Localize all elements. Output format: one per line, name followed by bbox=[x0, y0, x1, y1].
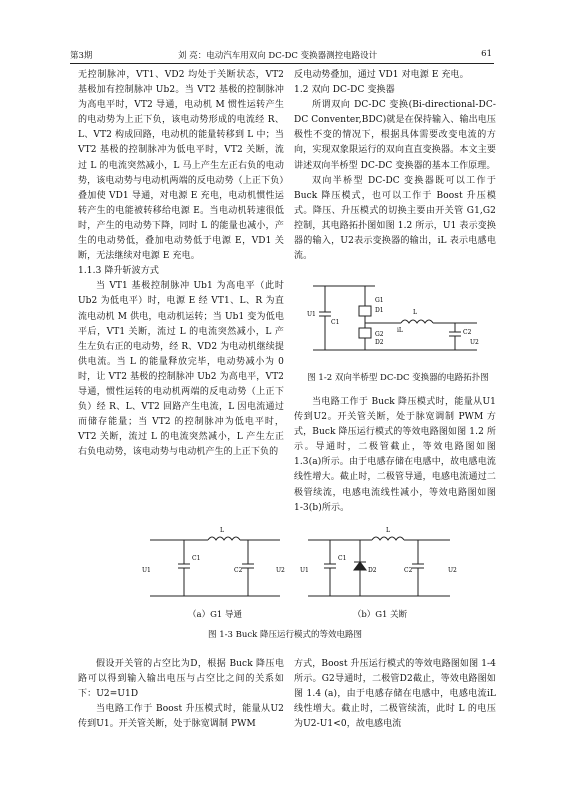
paragraph: 反电动势叠加，通过 VD1 对电源 E 充电。 bbox=[294, 70, 469, 80]
paragraph: 当电路工作于 Buck 降压模式时，能量从U1传到U2。开关管关断，处于脉宽调制 PWM 方式，Buck 降压运行模式的等效电路图如图 1.2 所示。导通时，二极管截止，等效电路图如图 1.3(a)所示。由于电感存储在电感中，故电感电流线性增大。截止时，二极管导通，电感电流通过二极管续流，电感电流线性减小，等效电路图如图 1-3(b)所示。 bbox=[294, 397, 496, 513]
section-heading-1-2: 1.2 双向 DC-DC 变换器 bbox=[294, 85, 395, 96]
figure-1-3a-subcaption: （a）G1 导通 bbox=[188, 610, 242, 620]
figure-1-2-circuit bbox=[305, 278, 485, 358]
right-column bbox=[294, 68, 496, 264]
paragraph: 当 VT1 基极控制脉冲 Ub1 为高电平（此时 Ub2 为低电平）时，电源 E 经 VT1、L、R 为直流电动机 M 供电，电动机运转；当 Ub1 变为低电平后，VT1 关断，流过 L 的电流突然减小，L 产生左负右正的电动势，经 R、VD2 为电动机继续提供电流。当 L 的能量释放完毕，电动势减小为 0 时，让 VT2 基极的控制脉冲 Ub2 为高电平，VT2 导通，惯性运转的电动机两端的反电动势（上正下负）经 R、L、VT2 回路产生电流，L 因电流通过而储存能量；当 VT2 的控制脉冲为低电平时，VT2 关断，流过 L 的电流突然减小，L 产生左正右负电动势，该电动势与电动机产生的上正下负的 bbox=[78, 281, 284, 458]
label-u2: U2 bbox=[470, 339, 479, 346]
label-c1: C1 bbox=[192, 555, 201, 562]
label-d1: D1 bbox=[375, 307, 384, 314]
paragraph: 无控制脉冲，VT1、VD2 均处于关断状态，VT2 基极加有控制脉冲 Ub2。当 VT2 基极的控制脉冲为高电平时，VT2 导通，电动机 M 惯性运转产生的电动势为上正下负，该电动势形成的电流经 R、L、VT2 构成回路，电动机的能量转移到 L 中；当 VT2 基极的控制脉冲为低电平时，VT2 关断，流过 L 的电流突然减小，L 马上产生左正右负的电动势，该电动势与电动机两端的反电动势（上正下负）叠加使 VD1 导通，对电源 E 充电，电动机惯性运转产生的电能被转移给电源 E。当电动机转速很低时，产生的电动势下降，同时 L 的能量也减小，产生的电动势低，叠加电动势低于电源 E，VD1 关断，无法继续对电源 E 充电。 bbox=[78, 70, 284, 262]
paragraph: 方式，Boost 升压运行模式的等效电路图如图 1-4 所示。G2导通时，二极管D2截止，等效电路图如图 1.4 (a)，由于电感存储在电感中，电感电流iL线性增大。截止时，二极管续流，此时 L 的电压为U2-U1<0，故电感电流 bbox=[294, 659, 496, 730]
page-header bbox=[70, 47, 494, 64]
label-c1: C1 bbox=[331, 319, 340, 326]
label-c2: C2 bbox=[463, 329, 472, 336]
issue-number: 第3期 bbox=[70, 51, 93, 61]
page-number: 61 bbox=[481, 49, 492, 59]
paragraph: 双向半桥型 DC-DC 变换器既可以工作于 Buck 降压模式，也可以工作于 Boost 升压模式。降压、升压模式的切换主要由开关管 G1,G2控制，其电路拓扑图如图 1.2 所示，U1 表示变换器的输入，U2表示变换器的输出，iL 表示电感电流。 bbox=[294, 175, 496, 262]
paragraph: 假设开关管的占空比为D，根据 Buck 降压电路可以得到输入输出电压与占空比之间的关系如下：U2=U1D bbox=[78, 659, 284, 700]
label-l: L bbox=[413, 309, 417, 316]
left-column bbox=[78, 68, 284, 460]
label-l: L bbox=[386, 527, 390, 534]
label-d2: D2 bbox=[375, 339, 384, 346]
label-g2: G2 bbox=[375, 331, 384, 338]
label-u2: U2 bbox=[276, 567, 285, 574]
figure-1-3b-circuit bbox=[300, 520, 460, 605]
label-u1: U1 bbox=[142, 567, 151, 574]
paragraph: 当电路工作于 Boost 升压模式时，能量从U2传到U1。开关管关断，处于脉宽调制 PWM bbox=[78, 704, 284, 730]
label-l: L bbox=[220, 527, 224, 534]
label-g1: G1 bbox=[375, 297, 384, 304]
running-title: 刘 亮：电动汽车用双向 DC-DC 变换器测控电路设计 bbox=[178, 51, 378, 61]
figure-1-2-caption: 图 1-2 双向半桥型 DC-DC 变换器的电路拓扑图 bbox=[307, 373, 489, 383]
figure-1-3b-subcaption: （b）G1 关断 bbox=[352, 610, 408, 620]
label-u1: U1 bbox=[300, 567, 309, 574]
bottom-left-column bbox=[78, 657, 284, 732]
label-c2: C2 bbox=[404, 567, 413, 574]
label-c1: C1 bbox=[338, 555, 347, 562]
label-u2: U2 bbox=[448, 567, 457, 574]
label-u1: U1 bbox=[307, 311, 316, 318]
label-il: iL bbox=[397, 327, 403, 334]
right-column-cont bbox=[294, 395, 496, 516]
label-c2: C2 bbox=[234, 567, 243, 574]
bottom-right-column bbox=[294, 657, 496, 732]
paragraph: 所谓双向 DC-DC 变换(Bi-directional-DC-DC Conventer,BDC)就是在保持输入、输出电压极性不变的情况下，根据具体需要改变电流的方向，实现双象限运行的双向直直变换器。本文主要讲述双向半桥型 DC-DC 变换器的基本工作原理。 bbox=[294, 100, 496, 171]
figure-1-3-caption: 图 1-3 Buck 降压运行模式的等效电路图 bbox=[208, 630, 362, 640]
label-d2: D2 bbox=[368, 567, 377, 574]
figure-1-3a-circuit bbox=[140, 520, 290, 605]
section-heading-1-1-3: 1.1.3 降升斩波方式 bbox=[78, 266, 159, 277]
